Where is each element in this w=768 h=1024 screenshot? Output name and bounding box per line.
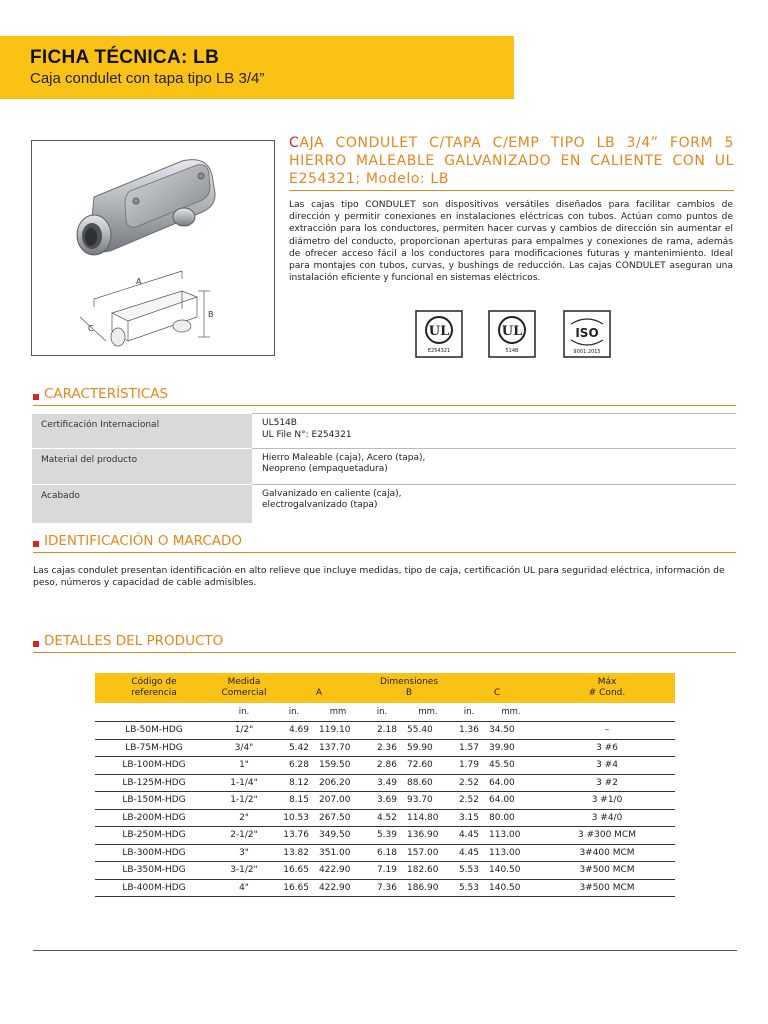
characteristic-value-line: electrogalvanizado (tapa) [262, 500, 378, 510]
cell-c-in: 5.53 [455, 879, 483, 897]
cell-code: LB-350M-HDG [95, 862, 213, 880]
cell-code: LB-125M-HDG [95, 774, 213, 792]
cell-a-in: 5.42 [275, 739, 313, 757]
cert-code-2: 514B [505, 348, 519, 354]
cell-b-in: 3.49 [363, 774, 401, 792]
ul-listed-icon [415, 310, 463, 358]
identification-text: Las cajas condulet presentan identificación en alto relieve que incluye medidas, tipo de caja, certificación UL para seguridad eléctrica, información de peso, números y capacidad de cable admisibles. [33, 565, 725, 588]
cell-b-in: 7.36 [363, 879, 401, 897]
cell-code: LB-400M-HDG [95, 879, 213, 897]
cell-size: 2" [213, 809, 275, 827]
product-title-rest: AJA CONDULET C/TAPA C/EMP TIPO LB 3/4” FORM 5 HIERRO MALEABLE GALVANIZADO EN CALIENTE CON UL E254321; Modelo: LB [289, 135, 734, 187]
cert-mark-iso: ISO [575, 326, 599, 340]
cell-a-in: 4.69 [275, 722, 313, 740]
cell-max: – [539, 722, 675, 740]
cell-a-mm: 206.20 [313, 774, 363, 792]
unit-cell: mm. [401, 703, 455, 722]
cell-c-mm: 80.00 [483, 809, 539, 827]
iso-certification-icon [563, 310, 611, 358]
dimension-label-c: C [88, 324, 94, 333]
cell-c-in: 2.52 [455, 792, 483, 810]
cell-c-mm: 140.50 [483, 879, 539, 897]
cell-a-in: 8.15 [275, 792, 313, 810]
table-row [95, 879, 675, 897]
page-title: FICHA TÉCNICA: LB [30, 47, 220, 68]
cell-a-mm: 159.50 [313, 757, 363, 775]
cell-c-in: 5.53 [455, 862, 483, 880]
cell-a-in: 16.65 [275, 862, 313, 880]
cell-a-in: 13.82 [275, 844, 313, 862]
section-divider [33, 552, 736, 553]
cell-b-in: 5.39 [363, 827, 401, 845]
dimension-label-a: A [136, 277, 142, 286]
unit-cell: mm [313, 703, 363, 722]
cell-c-mm: 39.90 [483, 739, 539, 757]
cell-a-mm: 267.50 [313, 809, 363, 827]
cell-b-mm: 88.60 [401, 774, 455, 792]
product-details-table [95, 673, 675, 897]
cell-max: 3 #6 [539, 739, 675, 757]
cell-b-mm: 55.40 [401, 722, 455, 740]
condulet-illustration [32, 141, 274, 355]
characteristic-value-line: Neopreno (empaquetadura) [262, 464, 388, 474]
cell-c-mm: 34.50 [483, 722, 539, 740]
cell-c-in: 1.79 [455, 757, 483, 775]
unit-cell: in. [213, 703, 275, 722]
table-row [95, 844, 675, 862]
cell-b-in: 7.19 [363, 862, 401, 880]
cell-size: 3-1/2" [213, 862, 275, 880]
cell-b-mm: 157.00 [401, 844, 455, 862]
cell-a-mm: 349.50 [313, 827, 363, 845]
header-dim-a [275, 673, 363, 703]
cell-c-in: 3.15 [455, 809, 483, 827]
cell-c-in: 1.36 [455, 722, 483, 740]
cell-max: 3#500 MCM [539, 879, 675, 897]
cell-c-in: 1.57 [455, 739, 483, 757]
characteristic-value [252, 414, 736, 449]
table-row [95, 739, 675, 757]
footer-divider [33, 950, 737, 951]
cell-a-in: 8.12 [275, 774, 313, 792]
cell-size: 1-1/4" [213, 774, 275, 792]
cell-size: 4" [213, 879, 275, 897]
cell-a-in: 13.76 [275, 827, 313, 845]
header-b: B [405, 688, 413, 698]
section-bullet-icon [33, 641, 39, 647]
cert-mark-ul-1: UL [428, 324, 450, 339]
cell-max: 3 #1/0 [539, 792, 675, 810]
product-image [31, 140, 275, 356]
characteristic-value [252, 448, 736, 484]
characteristics-row [32, 414, 736, 449]
cell-size: 3/4" [213, 739, 275, 757]
cell-b-in: 2.86 [363, 757, 401, 775]
product-description: Las cajas tipo CONDULET son dispositivos versátiles diseñados para facilitar cambios de dirección y permitir conexiones en instalaciones eléctricas con tubos. Actúan como puntos de extracción para los conductores, permiten hacer curvas y cambios de dirección sin aumentar el diámetro del conducto, proporcionan aperturas para empalmes y conexiones de rama, además de ofrecer acceso fácil a los conductores para modificaciones futuras y mantenimiento. Ideal para montajes con tubos, curvas, y bushings de reducción. Las cajas CONDULET aseguran una instalación eficiente y funcional en sistemas eléctricos. [289, 200, 733, 284]
header-max [539, 673, 675, 703]
characteristic-value-line: Hierro Maleable (caja), Acero (tapa), [262, 452, 426, 463]
cell-b-in: 6.18 [363, 844, 401, 862]
cell-c-mm: 113.00 [483, 844, 539, 862]
characteristic-value-line: UL File N°: E254321 [262, 429, 352, 440]
table-row [95, 862, 675, 880]
cell-c-mm: 64.00 [483, 792, 539, 810]
characteristic-label: Certificación Internacional [32, 414, 252, 449]
header-a: A [315, 688, 323, 698]
header-size-line1: Medida [227, 677, 261, 687]
table-row [95, 757, 675, 775]
cell-b-mm: 72.60 [401, 757, 455, 775]
cell-c-mm: 140.50 [483, 862, 539, 880]
cert-mark-ul-2: UL [501, 324, 523, 339]
cell-max: 3#400 MCM [539, 844, 675, 862]
table-row [95, 774, 675, 792]
unit-cell: mm. [483, 703, 539, 722]
cell-code: LB-75M-HDG [95, 739, 213, 757]
table-row [95, 809, 675, 827]
cell-b-in: 2.36 [363, 739, 401, 757]
cell-a-in: 10.53 [275, 809, 313, 827]
section-title: DETALLES DEL PRODUCTO [44, 633, 224, 649]
cell-code: LB-50M-HDG [95, 722, 213, 740]
table-row [95, 722, 675, 740]
cell-size: 1-1/2" [213, 792, 275, 810]
header-dim-c [455, 673, 539, 703]
cert-code-3: 9001:2015 [573, 349, 601, 355]
product-title [289, 134, 734, 188]
characteristics-row [32, 484, 736, 523]
cell-max: 3 #2 [539, 774, 675, 792]
characteristics-row [32, 448, 736, 484]
cell-code: LB-100M-HDG [95, 757, 213, 775]
cell-max: 3 #4/0 [539, 809, 675, 827]
cell-size: 3" [213, 844, 275, 862]
cell-a-mm: 137.70 [313, 739, 363, 757]
unit-cell: in. [455, 703, 483, 722]
section-title: CARACTERÍSTICAS [44, 386, 169, 402]
header-dimensions: Dimensiones [379, 677, 439, 687]
cell-max: 3 #4 [539, 757, 675, 775]
cell-c-mm: 64.00 [483, 774, 539, 792]
characteristic-value [252, 484, 736, 523]
cell-max: 3 #300 MCM [539, 827, 675, 845]
section-divider [33, 405, 736, 406]
unit-cell: in. [275, 703, 313, 722]
cell-size: 2-1/2" [213, 827, 275, 845]
cell-size: 1" [213, 757, 275, 775]
cell-b-mm: 186.90 [401, 879, 455, 897]
characteristic-label: Material del producto [32, 448, 252, 484]
cell-a-mm: 351.00 [313, 844, 363, 862]
section-title: IDENTIFICACIÓN O MARCADO [44, 533, 243, 549]
cell-b-mm: 93.70 [401, 792, 455, 810]
cell-code: LB-300M-HDG [95, 844, 213, 862]
table-header-row [95, 673, 675, 703]
characteristic-label: Acabado [32, 484, 252, 523]
header-c: C [493, 688, 501, 698]
cell-a-in: 6.28 [275, 757, 313, 775]
cell-code: LB-200M-HDG [95, 809, 213, 827]
characteristic-value-line: UL514B [262, 418, 297, 428]
unit-cell: in. [363, 703, 401, 722]
cell-c-in: 2.52 [455, 774, 483, 792]
ul-recognized-icon [488, 310, 536, 358]
cell-b-in: 2.18 [363, 722, 401, 740]
header-max-line2: # Cond. [588, 688, 626, 698]
characteristic-value-line: Galvanizado en caliente (caja), [262, 488, 402, 499]
header-code-line1: Código de [131, 677, 177, 687]
header-size-line2: Comercial [221, 688, 267, 698]
unit-cell [95, 703, 213, 722]
cell-code: LB-150M-HDG [95, 792, 213, 810]
section-bullet-icon [33, 541, 39, 547]
cert-code-1: E254321 [427, 348, 451, 354]
unit-cell [539, 703, 675, 722]
cell-b-mm: 114.80 [401, 809, 455, 827]
table-units-row [95, 703, 675, 722]
table-row [95, 792, 675, 810]
cell-a-mm: 207.00 [313, 792, 363, 810]
cell-b-in: 3.69 [363, 792, 401, 810]
section-divider [33, 652, 736, 653]
cell-b-mm: 136.90 [401, 827, 455, 845]
cell-c-in: 4.45 [455, 827, 483, 845]
cell-c-mm: 113.00 [483, 827, 539, 845]
table-row [95, 827, 675, 845]
cell-code: LB-250M-HDG [95, 827, 213, 845]
dimension-label-b: B [208, 310, 214, 319]
cell-a-mm: 422.90 [313, 862, 363, 880]
cell-size: 1/2" [213, 722, 275, 740]
header-code-line2: referencia [131, 688, 177, 698]
cell-c-mm: 45.50 [483, 757, 539, 775]
header-size [213, 673, 275, 703]
cell-b-mm: 182.60 [401, 862, 455, 880]
cell-a-in: 16.65 [275, 879, 313, 897]
cell-a-mm: 422.90 [313, 879, 363, 897]
header-code [95, 673, 213, 703]
product-title-initial: C [289, 135, 300, 151]
section-bullet-icon [33, 394, 39, 400]
cell-a-mm: 119.10 [313, 722, 363, 740]
header-dim-b [363, 673, 455, 703]
title-divider [289, 190, 734, 191]
cell-b-mm: 59.90 [401, 739, 455, 757]
header-max-line1: Máx [597, 677, 617, 687]
characteristics-table [32, 413, 736, 524]
cell-c-in: 4.45 [455, 844, 483, 862]
page-subtitle: Caja condulet con tapa tipo LB 3/4” [30, 70, 265, 87]
details-table-body [95, 722, 675, 897]
cell-b-in: 4.52 [363, 809, 401, 827]
cell-max: 3#500 MCM [539, 862, 675, 880]
